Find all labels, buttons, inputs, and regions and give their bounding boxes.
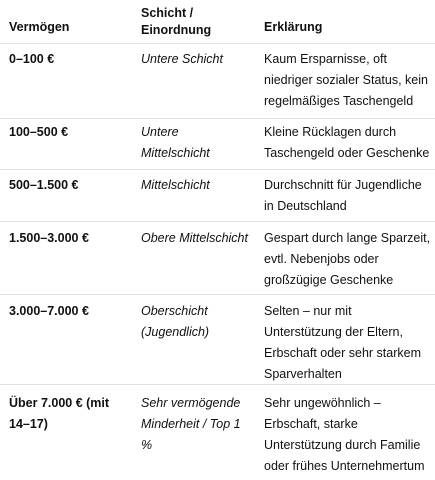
table-row: [0, 384, 435, 480]
class-cell: Sehr vermögende Minderheit / Top 1 %: [141, 396, 241, 452]
table-row: [0, 43, 435, 119]
explanation-cell: Selten – nur mit Unterstützung der Eltern, Erbschaft oder sehr starkem Sparverhalten: [264, 304, 422, 381]
class-cell: Untere Schicht: [141, 52, 223, 66]
class-cell: Mittelschicht: [141, 178, 210, 192]
wealth-cell: 0–100 €: [9, 52, 55, 66]
wealth-cell: Über 7.000 € (mit 14–17): [9, 396, 110, 431]
explanation-cell: Durchschnitt für Jugendliche in Deutschland: [264, 178, 422, 213]
wealth-cell: 100–500 €: [9, 125, 69, 139]
table-header-row: [0, 0, 435, 44]
class-cell: Oberschicht (Jugendlich): [141, 304, 210, 339]
class-cell: Untere Mittelschicht: [141, 125, 210, 160]
class-cell: Obere Mittelschicht: [141, 231, 248, 245]
table-row: [0, 294, 435, 385]
explanation-cell: Kaum Ersparnisse, oft niedriger sozialer Status, kein regelmäßiges Taschengeld: [264, 52, 428, 108]
wealth-cell: 3.000–7.000 €: [9, 304, 89, 318]
header-wealth: Vermögen: [9, 20, 70, 34]
table-row: [0, 221, 435, 295]
header-explanation: Erklärung: [264, 20, 323, 34]
explanation-cell: Sehr ungewöhnlich – Erbschaft, starke Unterstützung durch Familie oder frühes Unternehmertum: [264, 396, 425, 473]
table-row: [0, 118, 435, 170]
wealth-cell: 1.500–3.000 €: [9, 231, 89, 245]
explanation-cell: Gespart durch lange Sparzeit, evtl. Nebenjobs oder großzügige Geschenke: [264, 231, 431, 287]
table-row: [0, 169, 435, 222]
wealth-cell: 500–1.500 €: [9, 178, 79, 192]
header-class: Schicht / Einordnung: [141, 6, 212, 37]
explanation-cell: Kleine Rücklagen durch Taschengeld oder Geschenke: [264, 125, 430, 160]
